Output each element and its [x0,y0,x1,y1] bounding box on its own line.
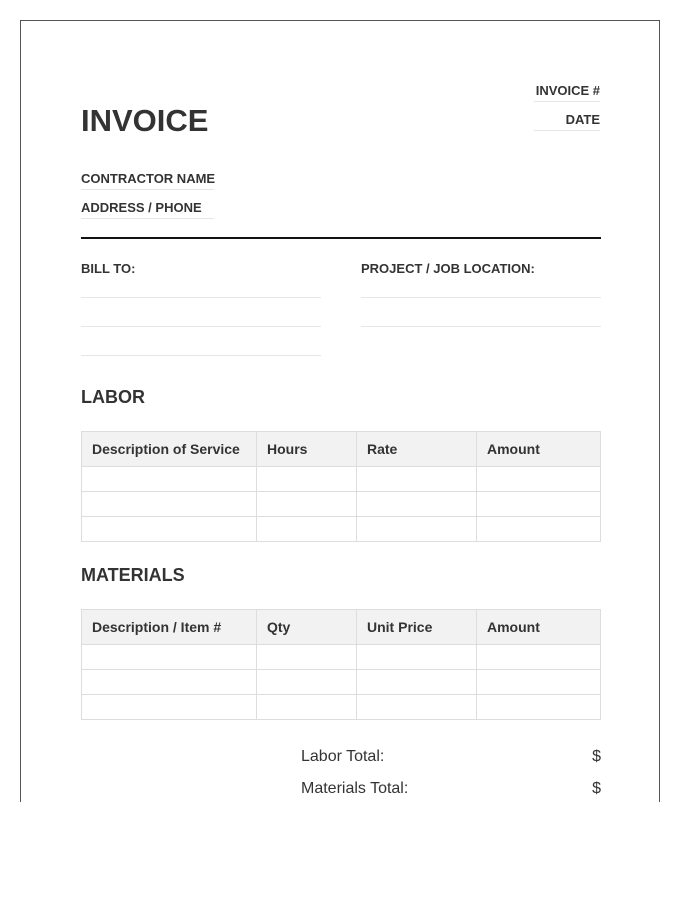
table-cell [82,467,257,492]
table-cell [82,517,257,542]
materials-total-value: $ [592,780,601,797]
table-cell [357,645,477,670]
table-row [82,645,601,670]
table-row [82,492,601,517]
table-cell [257,670,357,695]
labor-table [81,431,601,542]
labor-total-label: Labor Total: [301,748,385,765]
table-cell [477,517,601,542]
materials-total-row [301,773,601,802]
column-header: Qty [257,610,357,645]
table-cell [82,645,257,670]
table-cell [477,695,601,720]
table-row [82,695,601,720]
invoice-page [20,20,660,802]
table-cell [357,517,477,542]
materials-table [81,609,601,720]
table-cell [82,670,257,695]
bill-to-line [81,298,321,327]
table-cell [82,695,257,720]
table-row [82,467,601,492]
table-cell [477,467,601,492]
project-location-line [361,298,601,327]
table-cell [257,695,357,720]
labor-total-row [301,741,601,773]
materials-total-label: Materials Total: [301,780,409,797]
table-cell [357,467,477,492]
bill-to-label: BILL TO: [81,251,321,298]
column-header: Unit Price [357,610,477,645]
table-cell [257,645,357,670]
table-row [82,670,601,695]
column-header: Hours [257,432,357,467]
contractor-info [81,161,214,219]
column-header: Rate [357,432,477,467]
labor-section-title: LABOR [81,387,145,407]
table-header-row [82,432,601,467]
table-cell [257,517,357,542]
date-label: DATE [534,102,600,131]
invoice-meta [534,73,600,131]
table-cell [477,645,601,670]
table-cell [357,492,477,517]
column-header: Description of Service [82,432,257,467]
table-cell [357,670,477,695]
table-cell [477,492,601,517]
contractor-address-label: ADDRESS / PHONE [81,190,214,219]
table-header-row [82,610,601,645]
contractor-name-label: CONTRACTOR NAME [81,161,214,190]
table-cell [257,467,357,492]
table-cell [477,670,601,695]
header-divider [81,237,601,239]
invoice-title: INVOICE [81,103,209,138]
bill-to-section [81,251,321,356]
totals-section [301,741,601,802]
table-cell [357,695,477,720]
column-header: Description / Item # [82,610,257,645]
labor-total-value: $ [592,748,601,765]
project-location-label: PROJECT / JOB LOCATION: [361,251,601,298]
column-header: Amount [477,432,601,467]
column-header: Amount [477,610,601,645]
project-location-section [361,251,601,327]
invoice-number-label: INVOICE # [534,73,600,102]
materials-section-title: MATERIALS [81,565,185,585]
table-row [82,517,601,542]
table-cell [257,492,357,517]
bill-to-line [81,327,321,356]
table-cell [82,492,257,517]
